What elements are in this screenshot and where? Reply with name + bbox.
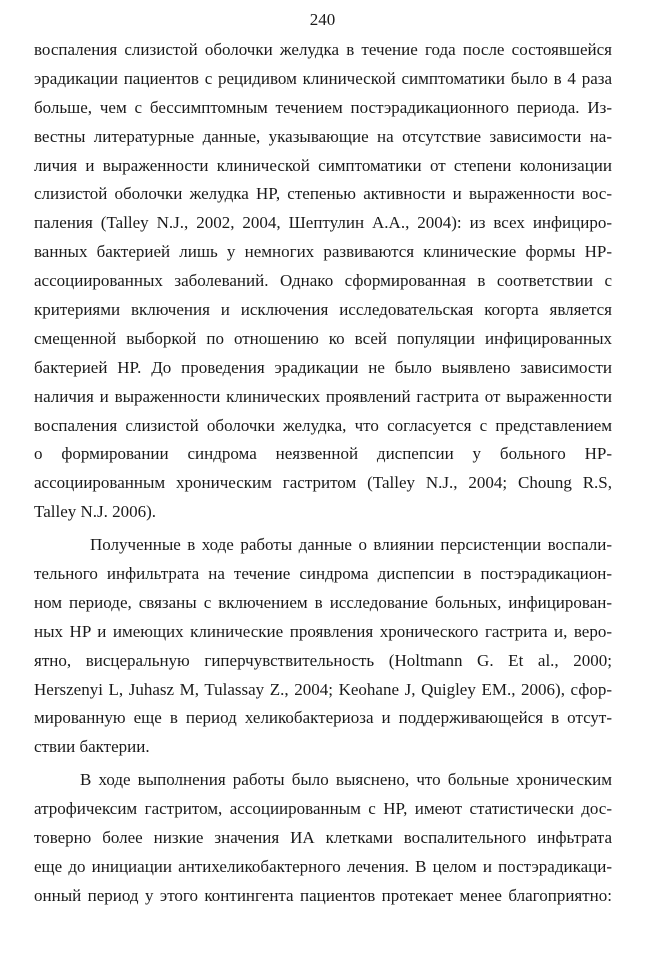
text-line: Herszenyi L, Juhasz M, Tulassay Z., 2004; Keohane J, Quigley EM., 2006), сфор- (34, 679, 612, 699)
paragraph-1 (34, 36, 612, 527)
document-body (34, 36, 612, 911)
text-line: смещенной выборкой по отношению ко всей популяции инфицированных (34, 328, 612, 348)
text-line: бактерией HP. До проведения эрадикации не было выявлено зависимости (34, 357, 612, 377)
text-line: Talley N.J. 2006). (34, 502, 157, 522)
paragraph-2 (34, 531, 612, 762)
text-line: критериями включения и исключения исследовательская когорта является (34, 300, 612, 320)
text-line: паления (Talley N.J., 2002, 2004, Шептулин А.А., 2004): из всех инфициро- (34, 213, 612, 233)
text-line: вестны литературные данные, указывающие на отсутствие зависимости на- (34, 126, 612, 146)
text-line: товерно более низкие значения ИА клетками воспалительного инфьтрата (34, 828, 612, 848)
paragraph-3 (34, 766, 612, 910)
text-line: больше, чем с бессимптомным течением постэрадикационного периода. Из- (34, 97, 612, 117)
text-line: наличия и выраженности клинических проявлений гастрита от выраженности (34, 386, 612, 406)
text-line: ствии бактерии. (34, 737, 150, 757)
text-line: личия и выраженности клинической симптоматики от степени колонизации (34, 155, 612, 175)
text-line: атрофичексим гастритом, ассоциированным с HP, имеют статистически дос- (34, 799, 612, 819)
text-line: мированную еще в период хеликобактериоза и поддерживающейся в отсут- (34, 708, 612, 728)
text-line: ванных бактерией лишь у немногих развиваются клинические формы HP- (34, 242, 612, 262)
text-line: В ходе выполнения работы было выяснено, что больные хроническим (80, 770, 612, 790)
text-line: ассоциированным хроническим гастритом (Talley N.J., 2004; Choung R.S, (34, 473, 612, 493)
text-line: ных HP и имеющих клинические проявления хронического гастрита и, веро- (34, 621, 612, 641)
text-line: о формировании синдрома неязвенной диспепсии у больного HP- (34, 444, 612, 464)
text-line: ассоциированных заболеваний. Однако сформированная в соответствии с (34, 271, 612, 291)
text-line: ятно, висцеральную гиперчувствительность (Holtmann G. Et al., 2000; (34, 650, 612, 670)
text-line: воспаления слизистой оболочки желудка в течение года после состоявшейся (34, 40, 612, 59)
text-line: ном периоде, связаны с включением в исследование больных, инфицирован- (34, 592, 612, 612)
text-line: еще до инициации антихеликобактерного лечения. В целом и постэрадикаци- (34, 856, 612, 876)
text-line: тельного инфильтрата на течение синдрома диспепсии в постэрадикацион- (34, 564, 612, 584)
text-line: эрадикации пациентов с рецидивом клинической симптоматики было в 4 раза (34, 68, 612, 88)
text-line: онный период у этого контингента пациентов протекает менее благоприятно: (34, 885, 612, 905)
page-number: 240 (309, 10, 336, 29)
text-line: слизистой оболочки желудка HP, степенью активности и выраженности вос- (34, 184, 612, 204)
text-line: воспаления слизистой оболочки желудка, что согласуется с представлением (34, 415, 612, 435)
text-line: Полученные в ходе работы данные о влиянии персистенции воспали- (90, 535, 612, 555)
